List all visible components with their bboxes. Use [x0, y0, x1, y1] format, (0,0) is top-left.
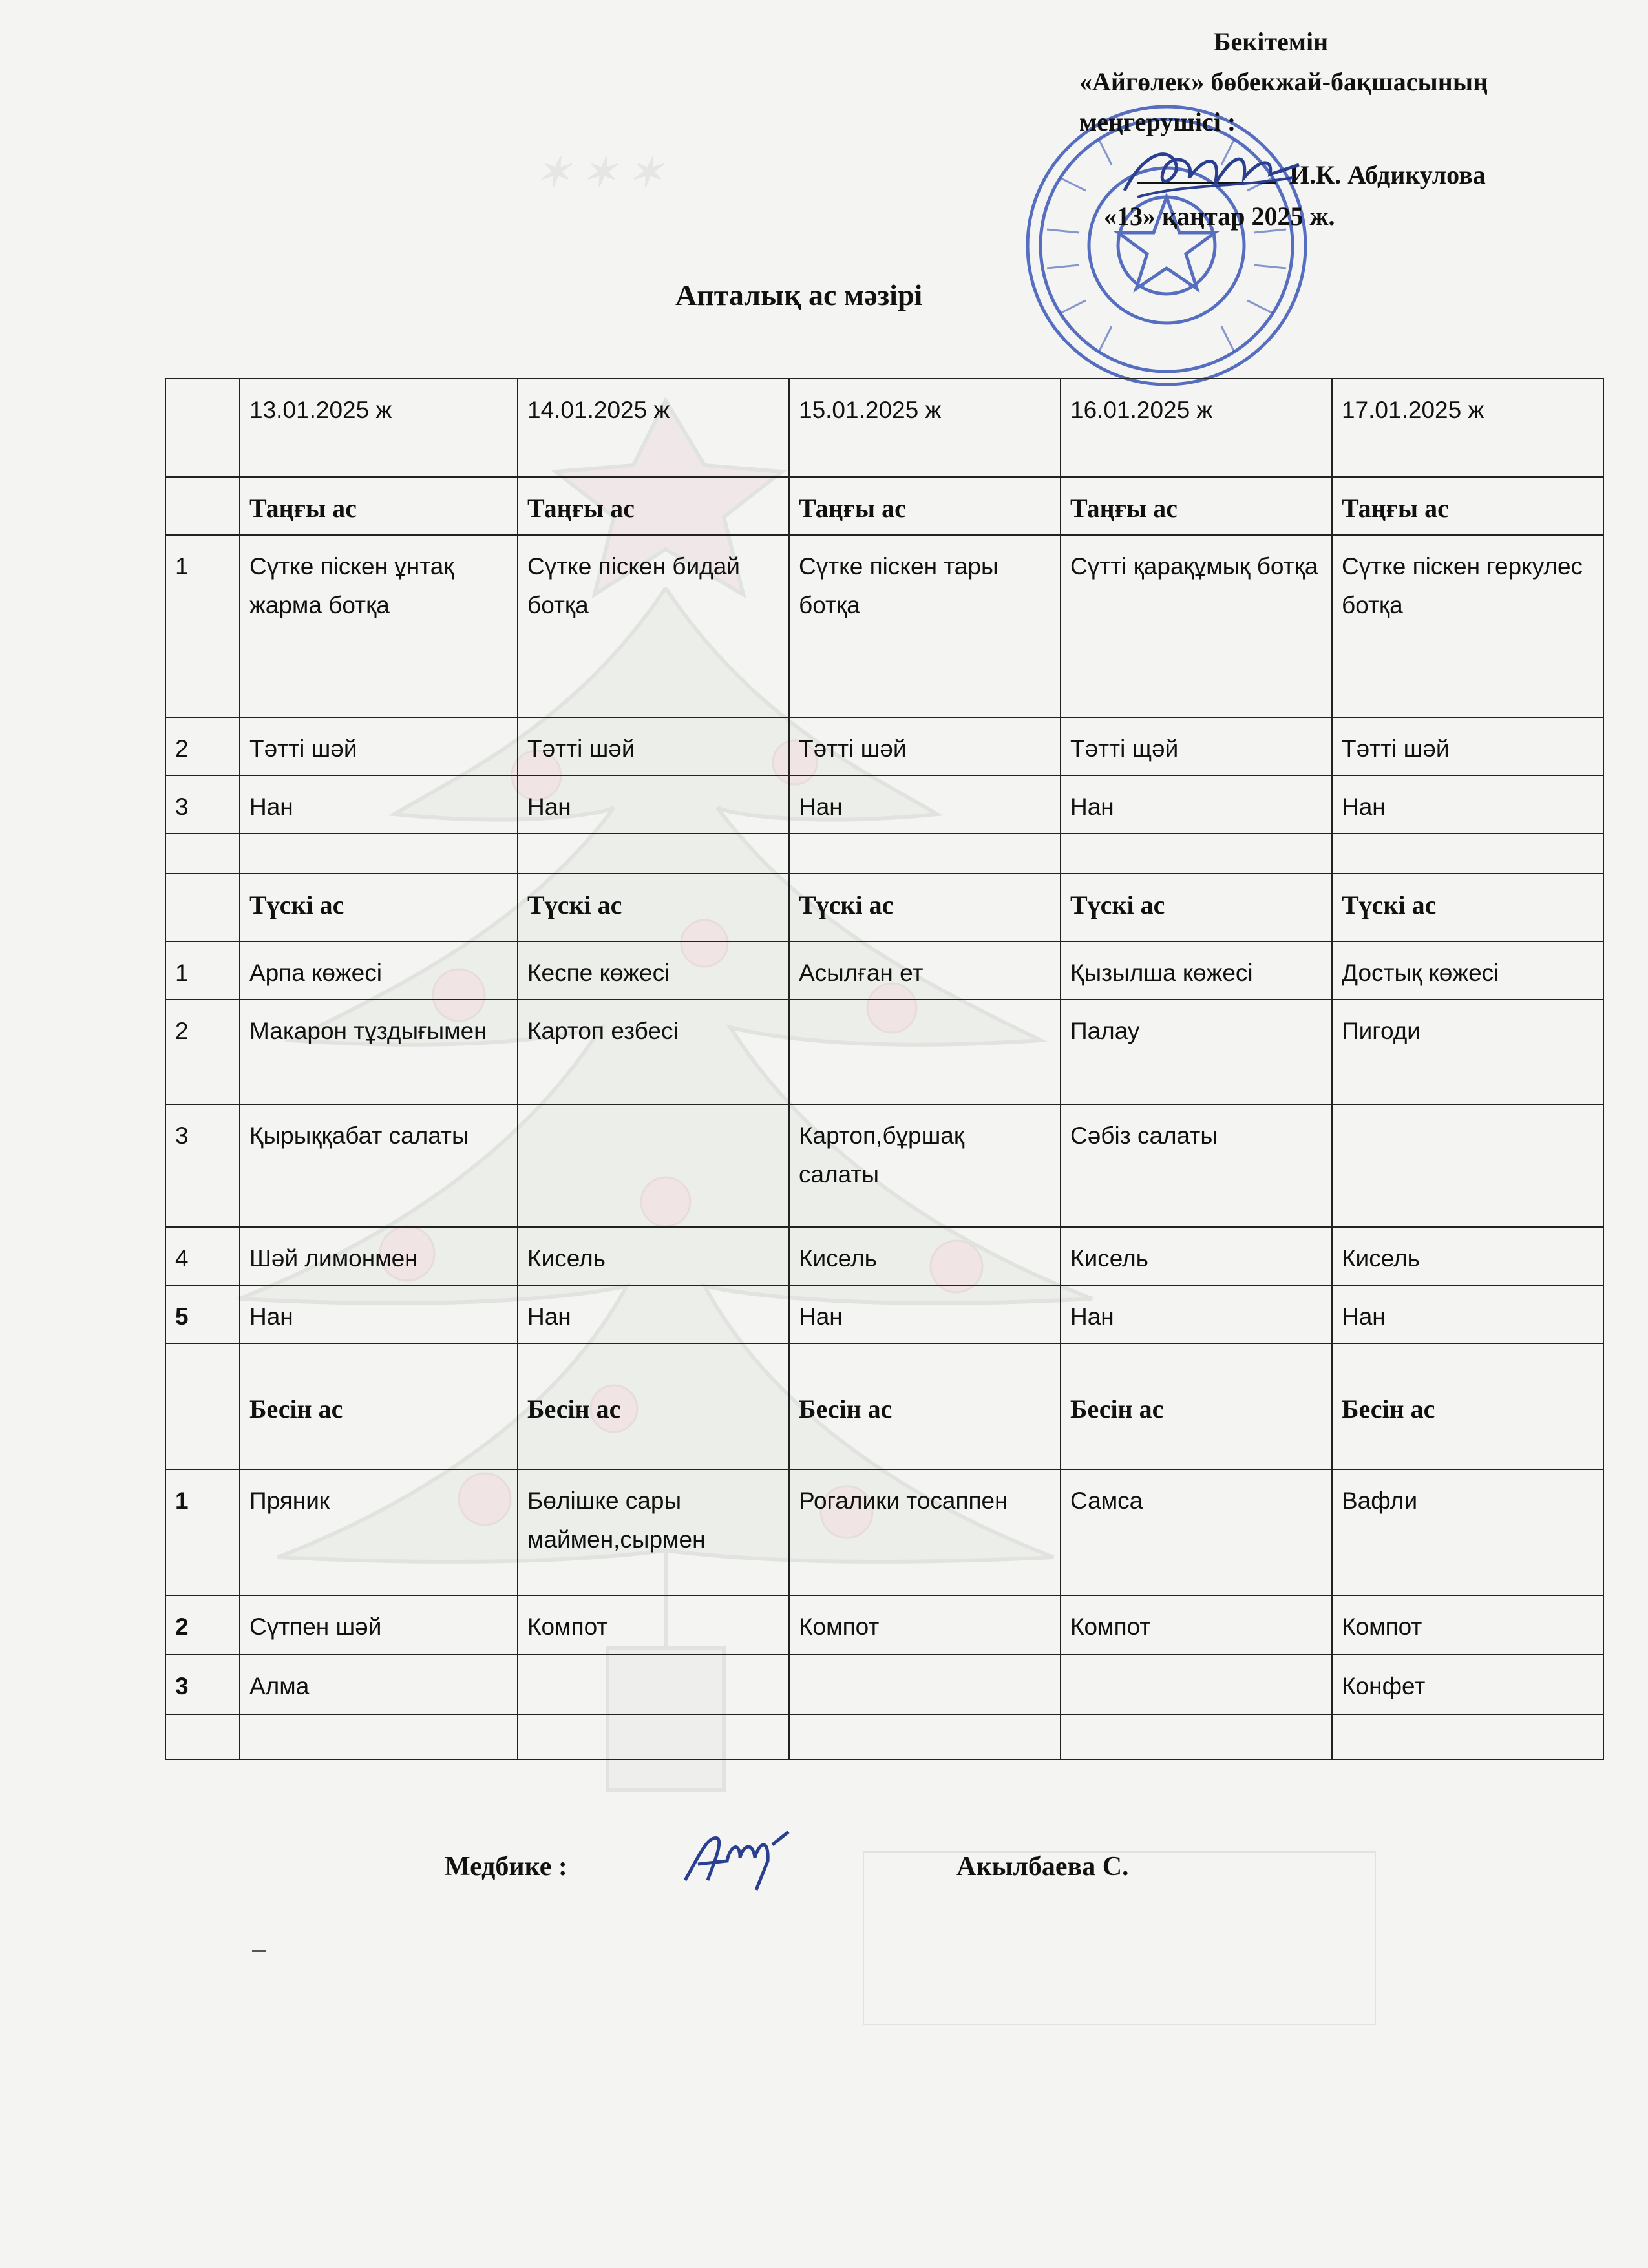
menu-cell: Тәтті шәй — [240, 717, 518, 775]
stray-mark — [252, 1950, 266, 1952]
menu-cell: Қырыққабат салаты — [240, 1104, 518, 1227]
menu-cell: Нан — [1332, 1285, 1603, 1343]
menu-cell: Самса — [1061, 1469, 1332, 1595]
menu-cell — [789, 1655, 1061, 1714]
meal-header: Түскі ас — [240, 874, 518, 941]
table-row — [165, 1104, 1603, 1227]
lunch-header-row — [165, 874, 1603, 941]
menu-cell: Сүтке піскен бидай ботқа — [518, 535, 789, 717]
menu-cell: Сүтті қарақұмық ботқа — [1061, 535, 1332, 717]
date-cell: 14.01.2025 ж — [518, 379, 789, 477]
menu-cell: Нан — [240, 1285, 518, 1343]
menu-cell: Қызылша көжесі — [1061, 941, 1332, 1000]
table-row — [165, 941, 1603, 1000]
menu-cell: Вафли — [1332, 1469, 1603, 1595]
table-row — [165, 1285, 1603, 1343]
row-number: 3 — [165, 1104, 240, 1227]
row-number: 1 — [165, 1469, 240, 1595]
meal-header: Түскі ас — [1332, 874, 1603, 941]
menu-cell: Кисель — [1061, 1227, 1332, 1285]
approval-heading: Бекітемін — [1214, 27, 1329, 56]
menu-cell — [518, 1655, 789, 1714]
menu-cell: Кисель — [1332, 1227, 1603, 1285]
meal-header: Таңғы ас — [789, 477, 1061, 535]
menu-cell: Компот — [1332, 1595, 1603, 1655]
meal-header: Бесін ас — [240, 1343, 518, 1469]
menu-cell: Бөлішке сары маймен,сырмен — [518, 1469, 789, 1595]
table-row — [165, 1227, 1603, 1285]
approval-director-name: И.К. Абдикулова — [1289, 160, 1486, 189]
menu-cell: Тәтті щәй — [1061, 717, 1332, 775]
nurse-name: Акылбаева С. — [956, 1852, 1129, 1882]
blank-row — [165, 1714, 1603, 1759]
meal-header: Таңғы ас — [1332, 477, 1603, 535]
menu-cell — [1061, 1655, 1332, 1714]
menu-cell: Кисель — [518, 1227, 789, 1285]
table-row — [165, 717, 1603, 775]
menu-cell: Сүтке піскен геркулес ботқа — [1332, 535, 1603, 717]
menu-cell: Асылған ет — [789, 941, 1061, 1000]
meal-header: Бесін ас — [1061, 1343, 1332, 1469]
menu-cell: Сәбіз салаты — [1061, 1104, 1332, 1227]
nurse-label: Медбике : — [445, 1852, 567, 1882]
meal-header: Бесін ас — [518, 1343, 789, 1469]
menu-cell: Нан — [789, 775, 1061, 834]
menu-cell: Достық көжесі — [1332, 941, 1603, 1000]
menu-cell: Макарон тұздығымен — [240, 1000, 518, 1104]
date-cell: 16.01.2025 ж — [1061, 379, 1332, 477]
menu-cell: Нан — [1332, 775, 1603, 834]
document-title: Апталық ас мәзірі — [675, 278, 923, 311]
menu-cell — [789, 1000, 1061, 1104]
meal-header: Түскі ас — [1061, 874, 1332, 941]
menu-cell: Тәтті шәй — [518, 717, 789, 775]
menu-cell: Тәтті шәй — [1332, 717, 1603, 775]
menu-cell: Нан — [1061, 775, 1332, 834]
menu-cell: Компот — [518, 1595, 789, 1655]
background-ghost-text: ✶ ✶ ✶ — [536, 151, 664, 195]
menu-cell: Алма — [240, 1655, 518, 1714]
snack-header-row — [165, 1343, 1603, 1469]
meal-header: Бесін ас — [789, 1343, 1061, 1469]
menu-cell: Арпа көжесі — [240, 941, 518, 1000]
meal-header: Таңғы ас — [518, 477, 789, 535]
row-number: 4 — [165, 1227, 240, 1285]
row-number: 3 — [165, 775, 240, 834]
menu-cell: Нан — [518, 775, 789, 834]
row-number: 1 — [165, 941, 240, 1000]
menu-cell: Сүтке піскен тары ботқа — [789, 535, 1061, 717]
menu-cell: Нан — [240, 775, 518, 834]
row-number: 2 — [165, 1595, 240, 1655]
date-cell: 15.01.2025 ж — [789, 379, 1061, 477]
menu-cell: Палау — [1061, 1000, 1332, 1104]
dates-row — [165, 379, 1603, 477]
row-number: 2 — [165, 1000, 240, 1104]
row-number: 2 — [165, 717, 240, 775]
menu-cell: Сүтке піскен ұнтақ жарма ботқа — [240, 535, 518, 717]
table-row — [165, 535, 1603, 717]
meal-header: Түскі ас — [518, 874, 789, 941]
menu-cell: Нан — [1061, 1285, 1332, 1343]
menu-cell: Картоп,бұршақ салаты — [789, 1104, 1061, 1227]
table-row — [165, 775, 1603, 834]
menu-cell: Конфет — [1332, 1655, 1603, 1714]
menu-cell: Кеспе көжесі — [518, 941, 789, 1000]
menu-cell: Пигоди — [1332, 1000, 1603, 1104]
approval-organization: «Айгөлек» бөбекжай-бақшасының — [1079, 67, 1488, 96]
menu-cell — [518, 1104, 789, 1227]
menu-cell: Компот — [789, 1595, 1061, 1655]
date-cell: 17.01.2025 ж — [1332, 379, 1603, 477]
corner-cell — [165, 379, 240, 477]
menu-cell: Компот — [1061, 1595, 1332, 1655]
menu-cell: Нан — [789, 1285, 1061, 1343]
director-signature — [1118, 139, 1305, 210]
menu-cell: Картоп езбесі — [518, 1000, 789, 1104]
meal-header: Бесін ас — [1332, 1343, 1603, 1469]
menu-cell: Шәй лимонмен — [240, 1227, 518, 1285]
row-number: 3 — [165, 1655, 240, 1714]
weekly-menu-table — [165, 378, 1604, 1760]
menu-cell: Тәтті шәй — [789, 717, 1061, 775]
table-row — [165, 1000, 1603, 1104]
menu-cell: Нан — [518, 1285, 789, 1343]
menu-cell — [1332, 1104, 1603, 1227]
date-cell: 13.01.2025 ж — [240, 379, 518, 477]
nurse-signature — [679, 1825, 792, 1893]
row-number: 5 — [165, 1285, 240, 1343]
meal-header: Таңғы ас — [240, 477, 518, 535]
breakfast-header-row — [165, 477, 1603, 535]
row-number: 1 — [165, 535, 240, 717]
approval-position: меңгерушісі : — [1079, 107, 1236, 136]
blank-row — [165, 834, 1603, 874]
menu-cell: Кисель — [789, 1227, 1061, 1285]
table-row — [165, 1469, 1603, 1595]
menu-cell: Сүтпен шәй — [240, 1595, 518, 1655]
menu-cell: Пряник — [240, 1469, 518, 1595]
meal-header: Таңғы ас — [1061, 477, 1332, 535]
meal-header: Түскі ас — [789, 874, 1061, 941]
table-row — [165, 1595, 1603, 1655]
table-row — [165, 1655, 1603, 1714]
approval-date: «13» қаңтар 2025 ж. — [1104, 202, 1335, 231]
menu-cell: Рогалики тосаппен — [789, 1469, 1061, 1595]
